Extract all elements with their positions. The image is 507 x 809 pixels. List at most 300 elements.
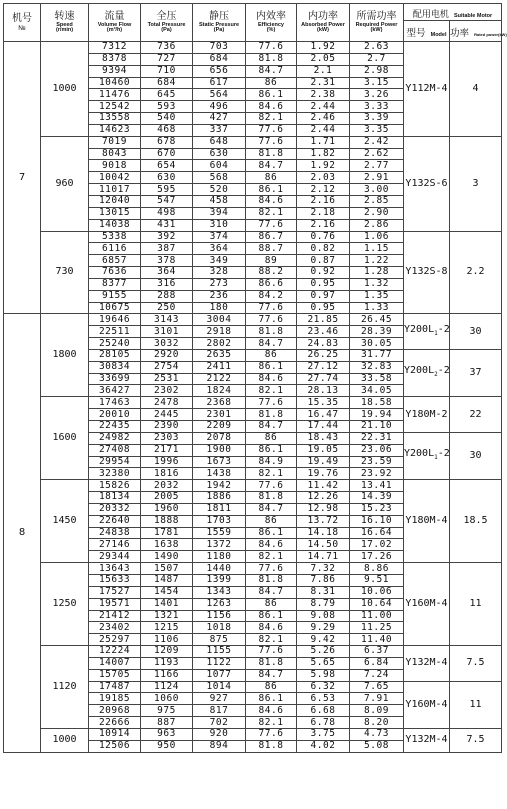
motor-model-text: Y132S-6 <box>405 177 448 189</box>
total-pressure-cell: 1124 <box>141 681 193 693</box>
flow-cell: 15705 <box>89 669 141 681</box>
static-pressure-cell: 1886 <box>193 492 246 504</box>
internal-power-cell: 23.46 <box>297 326 350 338</box>
total-pressure-cell: 2478 <box>141 397 193 409</box>
efficiency-cell: 84.7 <box>246 503 297 515</box>
speed-cell: 1120 <box>41 646 89 729</box>
flow-cell: 19571 <box>89 598 141 610</box>
static-pressure-cell: 1559 <box>193 527 246 539</box>
required-power-cell: 11.25 <box>350 622 404 634</box>
total-pressure-cell: 1193 <box>141 657 193 669</box>
total-pressure-cell: 2005 <box>141 492 193 504</box>
internal-power-cell: 16.47 <box>297 409 350 421</box>
efficiency-cell: 82.1 <box>246 717 297 729</box>
flow-cell: 29954 <box>89 456 141 468</box>
motor-model-cell <box>404 136 450 231</box>
required-power-cell: 4.73 <box>350 728 404 740</box>
flow-cell: 14007 <box>89 657 141 669</box>
total-pressure-cell: 1888 <box>141 515 193 527</box>
static-pressure-cell: 1263 <box>193 598 246 610</box>
total-pressure-cell: 887 <box>141 717 193 729</box>
static-pressure-cell: 2078 <box>193 432 246 444</box>
static-pressure-cell: 1372 <box>193 539 246 551</box>
efficiency-cell: 89 <box>246 255 297 267</box>
col-header-motor: 配用电机 Suitable Motor <box>404 4 502 21</box>
total-pressure-cell: 1215 <box>141 622 193 634</box>
flow-cell: 30834 <box>89 361 141 373</box>
efficiency-cell: 84.7 <box>246 160 297 172</box>
static-pressure-cell: 427 <box>193 113 246 125</box>
efficiency-cell: 84.7 <box>246 421 297 433</box>
total-pressure-cell: 2390 <box>141 421 193 433</box>
required-power-cell: 2.7 <box>350 53 404 65</box>
flow-cell: 5338 <box>89 231 141 243</box>
required-power-cell: 22.31 <box>350 432 404 444</box>
static-pressure-cell: 2802 <box>193 338 246 350</box>
static-pressure-cell: 458 <box>193 195 246 207</box>
flow-cell: 24838 <box>89 527 141 539</box>
required-power-cell: 8.20 <box>350 717 404 729</box>
total-pressure-cell: 1487 <box>141 574 193 586</box>
internal-power-cell: 11.42 <box>297 480 350 492</box>
internal-power-cell: 19.05 <box>297 444 350 456</box>
flow-cell: 15633 <box>89 574 141 586</box>
required-power-cell: 2.91 <box>350 172 404 184</box>
internal-power-cell: 8.31 <box>297 586 350 598</box>
efficiency-cell: 86.1 <box>246 184 297 196</box>
flow-cell: 14623 <box>89 124 141 136</box>
static-pressure-cell: 1824 <box>193 385 246 397</box>
motor-model-cell <box>404 314 450 350</box>
table-row <box>4 646 502 658</box>
motor-model-text: Y200L <box>404 365 435 377</box>
total-pressure-cell: 670 <box>141 148 193 160</box>
static-pressure-cell: 920 <box>193 728 246 740</box>
col-header-internal-power: 内功率 Absorbed Power (kW) <box>297 4 350 42</box>
internal-power-cell: 21.85 <box>297 314 350 326</box>
internal-power-cell: 28.13 <box>297 385 350 397</box>
internal-power-cell: 13.72 <box>297 515 350 527</box>
motor-model-subscript: 1 <box>434 454 438 462</box>
internal-power-cell: 6.78 <box>297 717 350 729</box>
required-power-cell: 1.28 <box>350 267 404 279</box>
total-pressure-cell: 1638 <box>141 539 193 551</box>
required-power-cell: 3.33 <box>350 101 404 113</box>
efficiency-cell: 84.6 <box>246 195 297 207</box>
total-pressure-cell: 1996 <box>141 456 193 468</box>
static-pressure-cell: 1156 <box>193 610 246 622</box>
flow-cell: 10914 <box>89 728 141 740</box>
required-power-cell: 5.08 <box>350 740 404 752</box>
required-power-cell: 10.06 <box>350 586 404 598</box>
static-pressure-cell: 656 <box>193 65 246 77</box>
internal-power-cell: 14.71 <box>297 551 350 563</box>
total-pressure-cell: 2302 <box>141 385 193 397</box>
total-pressure-cell: 1816 <box>141 468 193 480</box>
flow-cell: 8377 <box>89 278 141 290</box>
motor-power-cell: 11 <box>450 563 502 646</box>
efficiency-cell: 84.2 <box>246 290 297 302</box>
static-pressure-cell: 604 <box>193 160 246 172</box>
total-pressure-cell: 387 <box>141 243 193 255</box>
total-pressure-cell: 2032 <box>141 480 193 492</box>
flow-cell: 25240 <box>89 338 141 350</box>
efficiency-cell: 86.1 <box>246 361 297 373</box>
internal-power-cell: 9.42 <box>297 634 350 646</box>
static-pressure-cell: 273 <box>193 278 246 290</box>
total-pressure-cell: 654 <box>141 160 193 172</box>
total-pressure-cell: 250 <box>141 302 193 314</box>
total-pressure-cell: 540 <box>141 113 193 125</box>
total-pressure-cell: 316 <box>141 278 193 290</box>
efficiency-cell: 77.6 <box>246 728 297 740</box>
total-pressure-cell: 630 <box>141 172 193 184</box>
efficiency-cell: 84.6 <box>246 622 297 634</box>
total-pressure-cell: 1209 <box>141 646 193 658</box>
internal-power-cell: 4.02 <box>297 740 350 752</box>
motor-power-cell: 22 <box>450 397 502 433</box>
flow-cell: 21412 <box>89 610 141 622</box>
motor-power-cell: 18.5 <box>450 480 502 563</box>
static-pressure-cell: 1811 <box>193 503 246 515</box>
fan-performance-sheet <box>3 3 507 806</box>
static-pressure-cell: 236 <box>193 290 246 302</box>
flow-cell: 17487 <box>89 681 141 693</box>
model-no-cell: 8 <box>4 314 41 752</box>
total-pressure-cell: 2171 <box>141 444 193 456</box>
required-power-cell: 1.35 <box>350 290 404 302</box>
flow-cell: 10675 <box>89 302 141 314</box>
required-power-cell: 18.58 <box>350 397 404 409</box>
total-pressure-cell: 288 <box>141 290 193 302</box>
efficiency-cell: 86.1 <box>246 527 297 539</box>
flow-cell: 29344 <box>89 551 141 563</box>
efficiency-cell: 82.1 <box>246 468 297 480</box>
motor-model-text: Y132S-8 <box>405 266 448 278</box>
internal-power-cell: 2.46 <box>297 113 350 125</box>
flow-cell: 7312 <box>89 42 141 54</box>
internal-power-cell: 7.32 <box>297 563 350 575</box>
static-pressure-cell: 617 <box>193 77 246 89</box>
required-power-cell: 7.24 <box>350 669 404 681</box>
motor-model-text: Y160M-4 <box>405 598 448 610</box>
required-power-cell: 11.40 <box>350 634 404 646</box>
required-power-cell: 3.26 <box>350 89 404 101</box>
efficiency-cell: 86 <box>246 432 297 444</box>
motor-power-cell: 37 <box>450 349 502 396</box>
flow-cell: 11476 <box>89 89 141 101</box>
efficiency-cell: 77.6 <box>246 563 297 575</box>
required-power-cell: 34.05 <box>350 385 404 397</box>
internal-power-cell: 26.25 <box>297 349 350 361</box>
flow-cell: 27146 <box>89 539 141 551</box>
flow-cell: 8378 <box>89 53 141 65</box>
flow-cell: 11017 <box>89 184 141 196</box>
efficiency-cell: 81.8 <box>246 740 297 752</box>
static-pressure-cell: 1673 <box>193 456 246 468</box>
total-pressure-cell: 1106 <box>141 634 193 646</box>
static-pressure-cell: 2635 <box>193 349 246 361</box>
flow-cell: 25297 <box>89 634 141 646</box>
required-power-cell: 23.92 <box>350 468 404 480</box>
internal-power-cell: 2.12 <box>297 184 350 196</box>
speed-cell: 1000 <box>41 42 89 137</box>
speed-cell: 1800 <box>41 314 89 397</box>
model-no-cell: 7 <box>4 42 41 314</box>
internal-power-cell: 0.95 <box>297 302 350 314</box>
static-pressure-cell: 684 <box>193 53 246 65</box>
static-pressure-cell: 2301 <box>193 409 246 421</box>
total-pressure-cell: 392 <box>141 231 193 243</box>
static-pressure-cell: 2411 <box>193 361 246 373</box>
efficiency-cell: 77.6 <box>246 124 297 136</box>
total-pressure-cell: 684 <box>141 77 193 89</box>
total-pressure-cell: 3101 <box>141 326 193 338</box>
total-pressure-cell: 678 <box>141 136 193 148</box>
internal-power-cell: 6.32 <box>297 681 350 693</box>
internal-power-cell: 1.92 <box>297 42 350 54</box>
internal-power-cell: 0.82 <box>297 243 350 255</box>
internal-power-cell: 2.38 <box>297 89 350 101</box>
required-power-cell: 21.10 <box>350 421 404 433</box>
flow-cell: 13015 <box>89 207 141 219</box>
flow-cell: 22640 <box>89 515 141 527</box>
required-power-cell: 15.23 <box>350 503 404 515</box>
required-power-cell: 9.51 <box>350 574 404 586</box>
required-power-cell: 30.05 <box>350 338 404 350</box>
static-pressure-cell: 2209 <box>193 421 246 433</box>
motor-model-text: Y180M-2 <box>405 408 448 420</box>
internal-power-cell: 0.97 <box>297 290 350 302</box>
required-power-cell: 6.84 <box>350 657 404 669</box>
static-pressure-cell: 2918 <box>193 326 246 338</box>
required-power-cell: 26.45 <box>350 314 404 326</box>
required-power-cell: 3.39 <box>350 113 404 125</box>
total-pressure-cell: 431 <box>141 219 193 231</box>
flow-cell: 20968 <box>89 705 141 717</box>
required-power-cell: 1.33 <box>350 302 404 314</box>
efficiency-cell: 86.1 <box>246 610 297 622</box>
total-pressure-cell: 595 <box>141 184 193 196</box>
speed-cell: 1000 <box>41 728 89 752</box>
total-pressure-cell: 378 <box>141 255 193 267</box>
required-power-cell: 2.90 <box>350 207 404 219</box>
total-pressure-cell: 2754 <box>141 361 193 373</box>
total-pressure-cell: 1960 <box>141 503 193 515</box>
motor-model-cell <box>404 231 450 314</box>
total-pressure-cell: 1321 <box>141 610 193 622</box>
efficiency-cell: 81.8 <box>246 53 297 65</box>
table-row <box>4 563 502 575</box>
efficiency-cell: 81.8 <box>246 492 297 504</box>
required-power-cell: 23.06 <box>350 444 404 456</box>
total-pressure-cell: 1781 <box>141 527 193 539</box>
table-row <box>4 397 502 409</box>
flow-cell: 20332 <box>89 503 141 515</box>
motor-model-cell <box>404 432 450 479</box>
required-power-cell: 2.62 <box>350 148 404 160</box>
efficiency-cell: 82.1 <box>246 113 297 125</box>
internal-power-cell: 15.35 <box>297 397 350 409</box>
static-pressure-cell: 3004 <box>193 314 246 326</box>
internal-power-cell: 2.05 <box>297 53 350 65</box>
internal-power-cell: 2.16 <box>297 195 350 207</box>
static-pressure-cell: 1180 <box>193 551 246 563</box>
flow-cell: 24982 <box>89 432 141 444</box>
efficiency-cell: 84.6 <box>246 101 297 113</box>
internal-power-cell: 2.1 <box>297 65 350 77</box>
static-pressure-cell: 894 <box>193 740 246 752</box>
internal-power-cell: 12.26 <box>297 492 350 504</box>
table-row <box>4 231 502 243</box>
motor-model-cell <box>404 681 450 728</box>
motor-power-cell: 7.5 <box>450 646 502 682</box>
motor-model-suffix: -2 <box>437 323 450 335</box>
total-pressure-cell: 1060 <box>141 693 193 705</box>
internal-power-cell: 12.98 <box>297 503 350 515</box>
efficiency-cell: 77.6 <box>246 480 297 492</box>
required-power-cell: 8.09 <box>350 705 404 717</box>
total-pressure-cell: 950 <box>141 740 193 752</box>
flow-cell: 20010 <box>89 409 141 421</box>
required-power-cell: 2.77 <box>350 160 404 172</box>
col-header-total-pressure: 全压 Total Pressure (Pa) <box>141 4 193 42</box>
static-pressure-cell: 1122 <box>193 657 246 669</box>
col-header-motor-model: 型号 Model <box>404 21 450 42</box>
flow-cell: 27408 <box>89 444 141 456</box>
speed-cell: 1600 <box>41 397 89 480</box>
motor-model-text: Y132M-4 <box>405 734 448 746</box>
internal-power-cell: 19.76 <box>297 468 350 480</box>
total-pressure-cell: 1401 <box>141 598 193 610</box>
static-pressure-cell: 703 <box>193 42 246 54</box>
efficiency-cell: 86 <box>246 598 297 610</box>
static-pressure-cell: 1155 <box>193 646 246 658</box>
required-power-cell: 28.39 <box>350 326 404 338</box>
efficiency-cell: 77.6 <box>246 314 297 326</box>
efficiency-cell: 86 <box>246 172 297 184</box>
flow-cell: 23402 <box>89 622 141 634</box>
motor-power-cell: 11 <box>450 681 502 728</box>
internal-power-cell: 3.75 <box>297 728 350 740</box>
required-power-cell: 3.00 <box>350 184 404 196</box>
static-pressure-cell: 630 <box>193 148 246 160</box>
static-pressure-cell: 1438 <box>193 468 246 480</box>
static-pressure-cell: 1703 <box>193 515 246 527</box>
flow-cell: 8043 <box>89 148 141 160</box>
static-pressure-cell: 496 <box>193 101 246 113</box>
static-pressure-cell: 2122 <box>193 373 246 385</box>
flow-cell: 36427 <box>89 385 141 397</box>
motor-power-cell: 30 <box>450 432 502 479</box>
flow-cell: 6116 <box>89 243 141 255</box>
internal-power-cell: 18.43 <box>297 432 350 444</box>
col-header-model-no: 机号 № <box>4 4 41 42</box>
required-power-cell: 11.00 <box>350 610 404 622</box>
internal-power-cell: 2.44 <box>297 124 350 136</box>
flow-cell: 28105 <box>89 349 141 361</box>
total-pressure-cell: 645 <box>141 89 193 101</box>
total-pressure-cell: 2531 <box>141 373 193 385</box>
flow-cell: 15826 <box>89 480 141 492</box>
required-power-cell: 7.91 <box>350 693 404 705</box>
total-pressure-cell: 468 <box>141 124 193 136</box>
static-pressure-cell: 1343 <box>193 586 246 598</box>
required-power-cell: 1.22 <box>350 255 404 267</box>
efficiency-cell: 81.8 <box>246 574 297 586</box>
total-pressure-cell: 593 <box>141 101 193 113</box>
internal-power-cell: 0.95 <box>297 278 350 290</box>
required-power-cell: 33.58 <box>350 373 404 385</box>
total-pressure-cell: 2445 <box>141 409 193 421</box>
flow-cell: 10042 <box>89 172 141 184</box>
motor-model-text: Y200L <box>404 448 435 460</box>
static-pressure-cell: 817 <box>193 705 246 717</box>
efficiency-cell: 86.7 <box>246 231 297 243</box>
required-power-cell: 2.63 <box>350 42 404 54</box>
motor-model-cell <box>404 397 450 433</box>
motor-model-suffix: -2 <box>437 448 450 460</box>
static-pressure-cell: 568 <box>193 172 246 184</box>
motor-model-cell <box>404 349 450 396</box>
flow-cell: 17463 <box>89 397 141 409</box>
required-power-cell: 16.64 <box>350 527 404 539</box>
efficiency-cell: 84.6 <box>246 705 297 717</box>
required-power-cell: 13.41 <box>350 480 404 492</box>
required-power-cell: 31.77 <box>350 349 404 361</box>
efficiency-cell: 82.1 <box>246 385 297 397</box>
flow-cell: 22435 <box>89 421 141 433</box>
required-power-cell: 2.42 <box>350 136 404 148</box>
col-header-motor-power: 功率 Rated power(kW) <box>450 21 502 42</box>
total-pressure-cell: 1490 <box>141 551 193 563</box>
internal-power-cell: 5.98 <box>297 669 350 681</box>
internal-power-cell: 6.68 <box>297 705 350 717</box>
flow-cell: 7019 <box>89 136 141 148</box>
required-power-cell: 2.86 <box>350 219 404 231</box>
total-pressure-cell: 1166 <box>141 669 193 681</box>
motor-model-cell <box>404 42 450 137</box>
internal-power-cell: 1.92 <box>297 160 350 172</box>
internal-power-cell: 9.08 <box>297 610 350 622</box>
efficiency-cell: 84.7 <box>246 65 297 77</box>
efficiency-cell: 84.7 <box>246 338 297 350</box>
static-pressure-cell: 394 <box>193 207 246 219</box>
efficiency-cell: 81.8 <box>246 409 297 421</box>
required-power-cell: 2.98 <box>350 65 404 77</box>
static-pressure-cell: 1942 <box>193 480 246 492</box>
motor-model-subscript: 1 <box>434 329 438 337</box>
speed-cell: 960 <box>41 136 89 231</box>
motor-power-cell: 2.2 <box>450 231 502 314</box>
total-pressure-cell: 963 <box>141 728 193 740</box>
efficiency-cell: 86.6 <box>246 278 297 290</box>
flow-cell: 18134 <box>89 492 141 504</box>
required-power-cell: 17.26 <box>350 551 404 563</box>
internal-power-cell: 5.65 <box>297 657 350 669</box>
static-pressure-cell: 374 <box>193 231 246 243</box>
static-pressure-cell: 310 <box>193 219 246 231</box>
table-row <box>4 480 502 492</box>
required-power-cell: 1.06 <box>350 231 404 243</box>
internal-power-cell: 17.44 <box>297 421 350 433</box>
required-power-cell: 3.35 <box>350 124 404 136</box>
flow-cell: 19646 <box>89 314 141 326</box>
required-power-cell: 2.85 <box>350 195 404 207</box>
total-pressure-cell: 498 <box>141 207 193 219</box>
internal-power-cell: 2.03 <box>297 172 350 184</box>
efficiency-cell: 77.6 <box>246 646 297 658</box>
